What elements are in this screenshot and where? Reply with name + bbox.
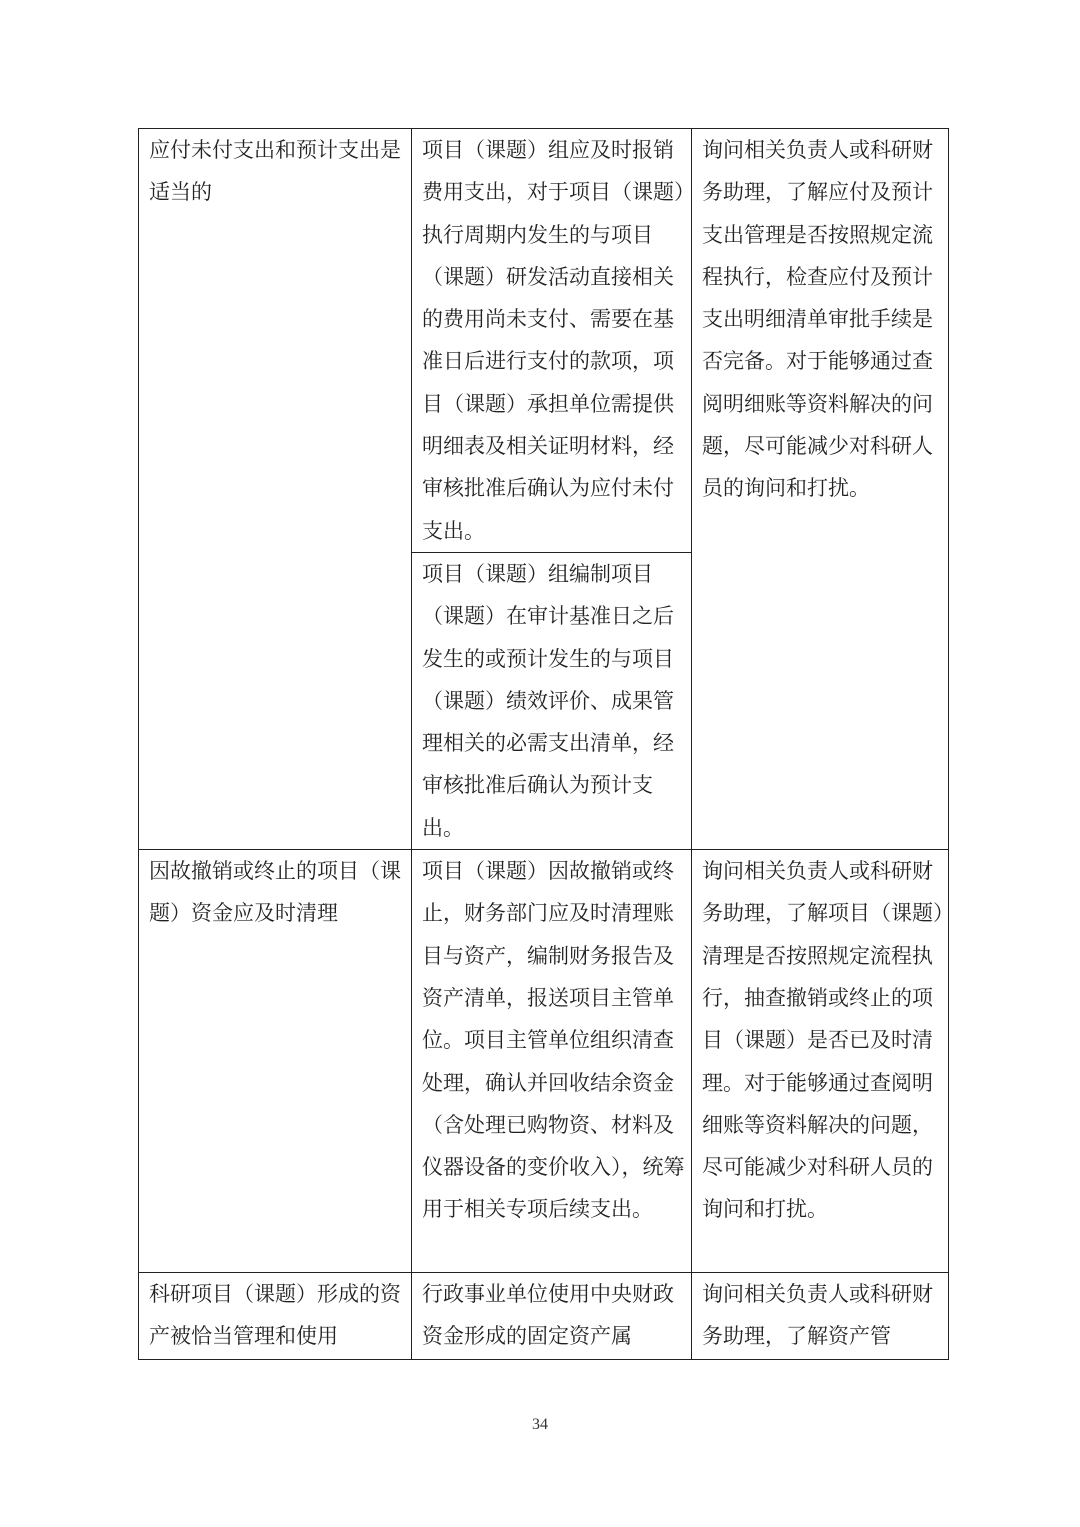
requirement-cell: 项目（课题）组应及时报销费用支出，对于项目（课题）执行周期内发生的与项目（课题）研发活动直接相关的费用尚未支付、需要在基准日后进行支付的款项，项目（课题）承担单位需提供明细表及相关证明材料，经审核批准后确认为应付未付支出。 [412, 129, 692, 553]
table-row [139, 850, 949, 1273]
audit-method-cell: 询问相关负责人或科研财务助理，了解项目（课题）清理是否按照规定流程执行，抽查撤销或终止的项目（课题）是否已及时清理。对于能够通过查阅明细账等资料解决的问题，尽可能减少对科研人员的询问和打扰。 [692, 850, 949, 1273]
audit-item-cell: 科研项目（课题）形成的资产被恰当管理和使用 [139, 1273, 412, 1360]
audit-method-cell: 询问相关负责人或科研财务助理，了解资产管 [692, 1273, 949, 1360]
table-row [139, 129, 949, 553]
page-number: 34 [532, 1416, 548, 1433]
audit-item-cell: 因故撤销或终止的项目（课题）资金应及时清理 [139, 850, 412, 1273]
table-row [139, 1273, 949, 1360]
requirement-cell: 项目（课题）因故撤销或终止，财务部门应及时清理账目与资产，编制财务报告及资产清单，报送项目主管单位。项目主管单位组织清查处理，确认并回收结余资金（含处理已购物资、材料及仪器设备的变价收入），统筹用于相关专项后续支出。 [412, 850, 692, 1273]
audit-method-cell: 询问相关负责人或科研财务助理，了解应付及预计支出管理是否按照规定流程执行，检查应付及预计支出明细清单审批手续是否完备。对于能够通过查阅明细账等资料解决的问题，尽可能减少对科研人员的询问和打扰。 [692, 129, 949, 850]
requirement-cell: 项目（课题）组编制项目（课题）在审计基准日之后发生的或预计发生的与项目（课题）绩效评价、成果管理相关的必需支出清单，经审核批准后确认为预计支出。 [412, 552, 692, 849]
requirement-cell: 行政事业单位使用中央财政资金形成的固定资产属 [412, 1273, 692, 1360]
audit-procedure-table [138, 128, 949, 1360]
audit-item-cell: 应付未付支出和预计支出是适当的 [139, 129, 412, 850]
